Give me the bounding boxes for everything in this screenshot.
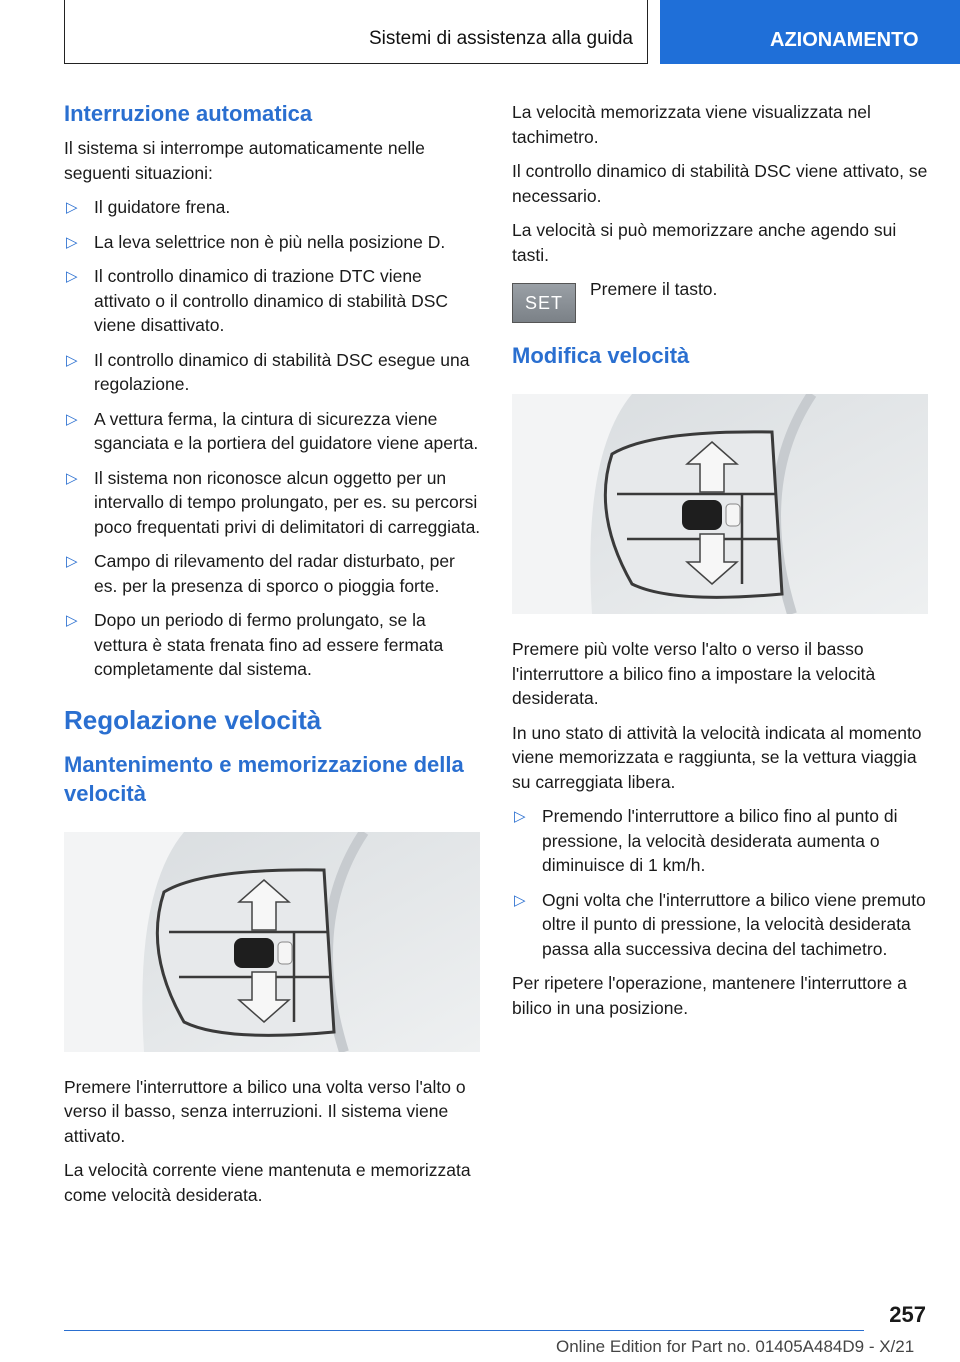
list-item: ▷ Premendo l'interruttore a bilico fino al punto di pressione, la velocità desiderata aumenta o diminuisce di 1 km/h.	[514, 806, 898, 875]
header-section-box	[64, 0, 648, 64]
triangle-bullet-icon: ▷	[514, 808, 526, 825]
interruption-list	[64, 195, 482, 682]
heading-interruzione: Interruzione automatica	[64, 101, 313, 126]
triangle-bullet-icon: ▷	[66, 268, 78, 285]
list-item: ▷ Dopo un periodo di fermo prolungato, se la vettura è stata frenata fino ad essere fermata completamente dal sistema.	[66, 610, 444, 679]
set-key-icon: SET	[512, 283, 576, 323]
paragraph-ripetere: Per ripetere l'operazione, mantenere l'interruttore a bilico in una posizione.	[512, 973, 907, 1018]
triangle-bullet-icon: ▷	[66, 469, 78, 487]
list-item: ▷ Il sistema non riconosce alcun oggetto per un intervallo di tempo prolungato, per es. su percorsi poco frequentati privi di delimitatori di carreggiata.	[66, 467, 481, 537]
triangle-bullet-icon: ▷	[66, 351, 78, 369]
paragraph-premere: Premere l'interruttore a bilico una volta verso l'alto o verso il basso, senza interruzioni. Il sistema viene attivato.	[64, 1076, 466, 1146]
list-item: ▷ Il controllo dinamico di trazione DTC viene attivato o il controllo dinamico di stabilità DSC viene disattivato.	[66, 266, 449, 335]
set-key-row	[512, 277, 930, 323]
heading-mantenimento: Mantenimento e memorizzazione della velocità	[64, 751, 464, 806]
right-column	[512, 100, 930, 1030]
speed-change-list	[512, 804, 930, 961]
heading-regolazione: Regolazione velocità	[64, 704, 322, 735]
heading-modifica: Modifica velocità	[512, 343, 690, 368]
left-column	[64, 100, 482, 1217]
paragraph-tachimetro: La velocità memorizzata viene visualizzata nel tachimetro.	[512, 102, 871, 147]
triangle-bullet-icon: ▷	[66, 410, 78, 428]
list-item: ▷ Ogni volta che l'interruttore a bilico viene premuto oltre il punto di pressione, la velocità desiderata passa alla successiva decina del tachimetro.	[514, 889, 926, 959]
steering-wheel-switch-illustration-2	[512, 394, 928, 614]
section-title: Sistemi di assistenza alla guida	[368, 28, 633, 49]
list-item: ▷ Campo di rilevamento del radar disturbato, per es. per la presenza di sporco o pioggia forte.	[66, 551, 455, 596]
chapter-tab[interactable]: AZIONAMENTO	[660, 0, 960, 64]
page-number: 257	[889, 1302, 926, 1327]
paragraph-corrente: La velocità corrente viene mantenuta e memorizzata come velocità desiderata.	[64, 1160, 471, 1205]
triangle-bullet-icon: ▷	[66, 612, 78, 629]
triangle-bullet-icon: ▷	[66, 553, 78, 570]
paragraph-intro: Il sistema si interrompe automaticamente nelle seguenti situazioni:	[64, 138, 425, 183]
paragraph-dsc: Il controllo dinamico di stabilità DSC viene attivato, se necessario.	[512, 161, 928, 206]
triangle-bullet-icon: ▷	[514, 891, 526, 909]
list-item: ▷ Il guidatore frena.	[64, 195, 482, 220]
paragraph-tasti: La velocità si può memorizzare anche agendo sui tasti.	[512, 220, 897, 265]
triangle-bullet-icon: ▷	[66, 233, 78, 251]
list-item: ▷ La leva selettrice non è più nella posizione D.	[64, 230, 482, 255]
triangle-bullet-icon: ▷	[66, 199, 78, 216]
list-item: ▷ A vettura ferma, la cintura di sicurezza viene sganciata e la portiera del guidatore viene aperta.	[66, 408, 479, 453]
list-item: ▷ Il controllo dinamico di stabilità DSC esegue una regolazione.	[66, 349, 470, 394]
paragraph-piu-volte: Premere più volte verso l'alto o verso il basso l'interruttore a bilico fino a impostare la velocità desiderata.	[512, 639, 876, 708]
steering-wheel-switch-illustration	[64, 832, 480, 1052]
paragraph-stato: In uno stato di attività la velocità indicata al momento viene memorizzata e raggiunta, se la vettura viaggia su carreggiata libera.	[512, 722, 922, 792]
footer-divider	[64, 1330, 864, 1331]
set-key-instruction: Premere il tasto.	[590, 279, 718, 299]
footer-edition: Online Edition for Part no. 01405A484D9 - X/21	[556, 1337, 915, 1356]
